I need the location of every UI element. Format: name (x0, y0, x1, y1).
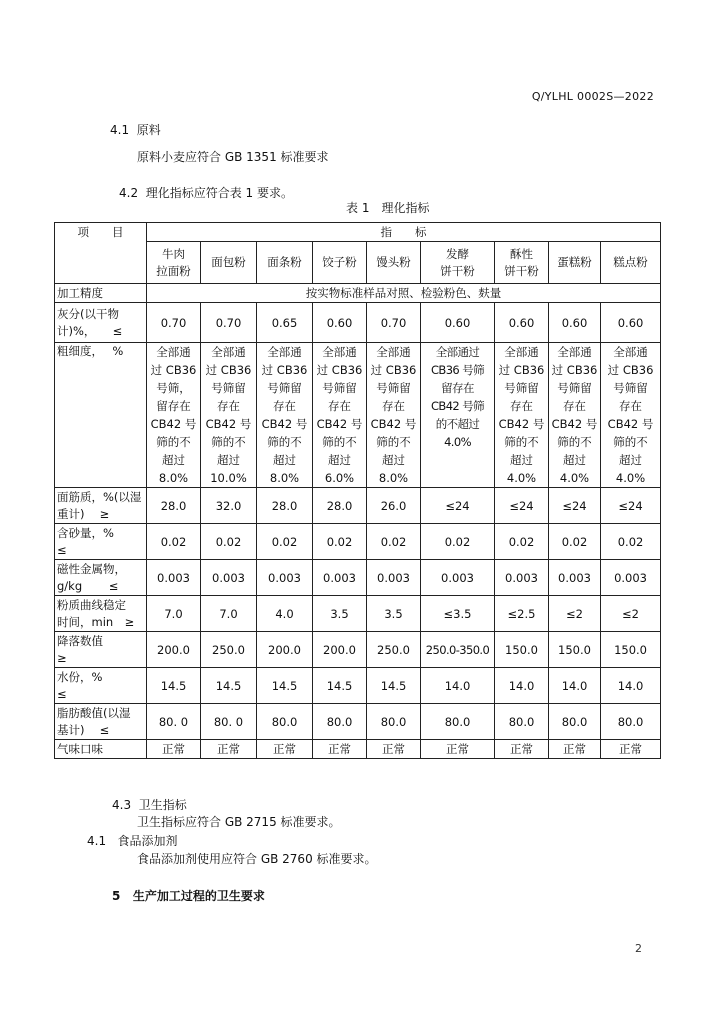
table-cell: 200.0 (313, 632, 367, 668)
table-cell: 0.003 (549, 560, 601, 596)
table-cell: 0.02 (257, 524, 313, 560)
section-additives-heading (87, 832, 178, 849)
table-cell: 全部通 过 CB36 号筛留 存在 CB42 号 筛的不 超过 4.0% (601, 343, 661, 488)
row-label: 水份，% ≤ (55, 668, 147, 704)
table-cell: 正常 (367, 740, 421, 759)
table-cell: 0.60 (601, 303, 661, 343)
section-number: 4.2 (119, 186, 139, 200)
row-label: 加工精度 (55, 284, 147, 303)
table-cell: 0.003 (201, 560, 257, 596)
table-cell: 32.0 (201, 488, 257, 524)
table-cell: 80.0 (495, 704, 549, 740)
table-cell: 200.0 (147, 632, 201, 668)
table-cell: 4.0 (257, 596, 313, 632)
table-cell: 0.02 (421, 524, 495, 560)
table-cell: 14.0 (549, 668, 601, 704)
table-cell: 14.5 (367, 668, 421, 704)
table-cell: 正常 (601, 740, 661, 759)
row-label: 气味口味 (55, 740, 147, 759)
row-label: 脂肪酸值(以湿 基计) ≤ (55, 704, 147, 740)
page-number: 2 (635, 942, 642, 955)
table-cell: 150.0 (495, 632, 549, 668)
table-cell: 28.0 (147, 488, 201, 524)
product-header: 酥性 饼干粉 (495, 242, 549, 284)
product-header: 发酵 饼干粉 (421, 242, 495, 284)
row-label: 含砂量，% ≤ (55, 524, 147, 560)
table-cell: ≤24 (549, 488, 601, 524)
table-cell: 14.5 (147, 668, 201, 704)
section-4-3-body: 卫生指标应符合 GB 2715 标准要求。 (137, 815, 341, 829)
table-cell: 0.60 (421, 303, 495, 343)
table-caption: 表 1 理化指标 (346, 201, 430, 215)
product-header: 糕点粉 (601, 242, 661, 284)
product-header: 馒头粉 (367, 242, 421, 284)
section-number: 5 (112, 889, 121, 903)
section-title: 理化指标应符合表 1 要求。 (145, 186, 293, 200)
table-cell: 80.0 (421, 704, 495, 740)
table-cell: 0.02 (147, 524, 201, 560)
table-row (55, 596, 661, 632)
table-cell: 0.003 (257, 560, 313, 596)
section-title: 生产加工过程的卫生要求 (132, 889, 265, 903)
table-cell: 0.02 (367, 524, 421, 560)
table-row (55, 740, 661, 759)
table-cell: 0.02 (549, 524, 601, 560)
table-cell: 14.0 (601, 668, 661, 704)
section-number: 4.1 (87, 834, 107, 848)
table-cell: 0.003 (367, 560, 421, 596)
row-label: 磁性金属物， g/kg ≤ (55, 560, 147, 596)
table-cell: 14.0 (495, 668, 549, 704)
section-4-3-heading (112, 796, 187, 813)
table-cell: 正常 (549, 740, 601, 759)
table-cell: 80.0 (549, 704, 601, 740)
table-cell: 28.0 (257, 488, 313, 524)
table-cell: ≤3.5 (421, 596, 495, 632)
table-cell: 14.5 (257, 668, 313, 704)
table-cell: ≤24 (421, 488, 495, 524)
table-row (55, 668, 661, 704)
table-cell: 14.5 (201, 668, 257, 704)
table-cell: 全部通 过 CB36 号筛留 存在 CB42 号 筛的不 超过 8.0% (257, 343, 313, 488)
table-cell: 80. 0 (147, 704, 201, 740)
table-cell: 0.02 (201, 524, 257, 560)
table-cell: 14.0 (421, 668, 495, 704)
table-cell: 全部通 过 CB36 号筛留 存在 CB42 号 筛的不 超过 8.0% (367, 343, 421, 488)
table-cell: ≤24 (495, 488, 549, 524)
product-header: 蛋糕粉 (549, 242, 601, 284)
table-cell: 全部通 过 CB36 号筛留 存在 CB42 号 筛的不 超过 4.0% (549, 343, 601, 488)
table-cell: ≤2.5 (495, 596, 549, 632)
section-additives-body: 食品添加剂使用应符合 GB 2760 标准要求。 (137, 852, 377, 866)
product-header: 面条粉 (257, 242, 313, 284)
table-cell: ≤24 (601, 488, 661, 524)
table-cell: 7.0 (147, 596, 201, 632)
table-cell: 150.0 (549, 632, 601, 668)
section-title: 食品添加剂 (117, 834, 178, 848)
table-row (55, 488, 661, 524)
table-cell: 26.0 (367, 488, 421, 524)
table-cell: 80.0 (601, 704, 661, 740)
table-cell: ≤2 (601, 596, 661, 632)
product-header: 面包粉 (201, 242, 257, 284)
table-row (55, 343, 661, 488)
row-label: 面筋质，%(以湿 重计) ≥ (55, 488, 147, 524)
table-cell: 全部通 过 CB36 号筛留 存在 CB42 号 筛的不 超过 10.0% (201, 343, 257, 488)
table-cell: 80.0 (257, 704, 313, 740)
table-cell: 0.70 (201, 303, 257, 343)
table-cell: 0.65 (257, 303, 313, 343)
table-cell: 80.0 (313, 704, 367, 740)
table-cell: 0.70 (147, 303, 201, 343)
merged-value: 按实物标准样品对照、检验粉色、麸量 (147, 284, 661, 303)
table-cell: 3.5 (313, 596, 367, 632)
table-cell: 正常 (147, 740, 201, 759)
table-cell: 0.60 (495, 303, 549, 343)
table-row (55, 560, 661, 596)
table-row (55, 632, 661, 668)
table-cell: 0.003 (495, 560, 549, 596)
table-cell: 80. 0 (201, 704, 257, 740)
table-cell: 150.0 (601, 632, 661, 668)
product-header: 饺子粉 (313, 242, 367, 284)
table-cell: 28.0 (313, 488, 367, 524)
table-cell: 正常 (421, 740, 495, 759)
table-row (55, 303, 661, 343)
table-cell: 0.02 (601, 524, 661, 560)
table-cell: 0.003 (147, 560, 201, 596)
table-cell: ≤2 (549, 596, 601, 632)
section-4-1-body: 原料小麦应符合 GB 1351 标准要求 (137, 150, 329, 164)
table-cell: 250.0-350.0 (421, 632, 495, 668)
table-cell: 80.0 (367, 704, 421, 740)
table-row (55, 524, 661, 560)
section-number: 4.3 (112, 798, 132, 812)
row-label: 灰分(以干物 计)%， ≤ (55, 303, 147, 343)
table-cell: 0.02 (495, 524, 549, 560)
table-cell: 7.0 (201, 596, 257, 632)
table-cell: 正常 (257, 740, 313, 759)
table-cell: 0.003 (313, 560, 367, 596)
table-cell: 全部通 过 CB36 号筛留 存在 CB42 号 筛的不 超过 6.0% (313, 343, 367, 488)
row-label: 粉质曲线稳定 时间，min ≥ (55, 596, 147, 632)
section-title: 卫生指标 (138, 798, 187, 812)
table-cell: 14.5 (313, 668, 367, 704)
table-cell: 200.0 (257, 632, 313, 668)
item-header: 项 目 (55, 223, 147, 284)
section-title: 原料 (136, 123, 161, 137)
table-cell: 3.5 (367, 596, 421, 632)
document-code: Q/YLHL 0002S—2022 (531, 90, 654, 103)
table-cell: 0.02 (313, 524, 367, 560)
table-cell: 正常 (201, 740, 257, 759)
table-cell: 250.0 (201, 632, 257, 668)
table-cell: 正常 (495, 740, 549, 759)
table-row (55, 284, 661, 303)
table-cell: 全部通 过 CB36 号筛留 存在 CB42 号 筛的不 超过 4.0% (495, 343, 549, 488)
row-label: 降落数值 ≥ (55, 632, 147, 668)
section-4-2-heading (119, 184, 293, 201)
section-4-1-heading (110, 121, 161, 138)
table-cell: 0.003 (421, 560, 495, 596)
section-5-heading (112, 887, 265, 904)
table-cell: 0.60 (313, 303, 367, 343)
table-cell: 0.70 (367, 303, 421, 343)
table-cell: 正常 (313, 740, 367, 759)
table-cell: 0.60 (549, 303, 601, 343)
table-cell: 250.0 (367, 632, 421, 668)
physicochemical-table (54, 222, 661, 759)
index-header: 指 标 (147, 223, 661, 242)
row-label: 粗细度， % (55, 343, 147, 488)
section-number: 4.1 (110, 123, 130, 137)
table-cell: 全部通 过 CB36 号筛， 留存在 CB42 号 筛的不 超过 8.0% (147, 343, 201, 488)
table-cell: 0.003 (601, 560, 661, 596)
table-cell: 全部通过 CB36 号筛 留存在 CB42 号筛 的不超过 4.0% (421, 343, 495, 488)
table-row (55, 704, 661, 740)
product-header: 牛肉 拉面粉 (147, 242, 201, 284)
